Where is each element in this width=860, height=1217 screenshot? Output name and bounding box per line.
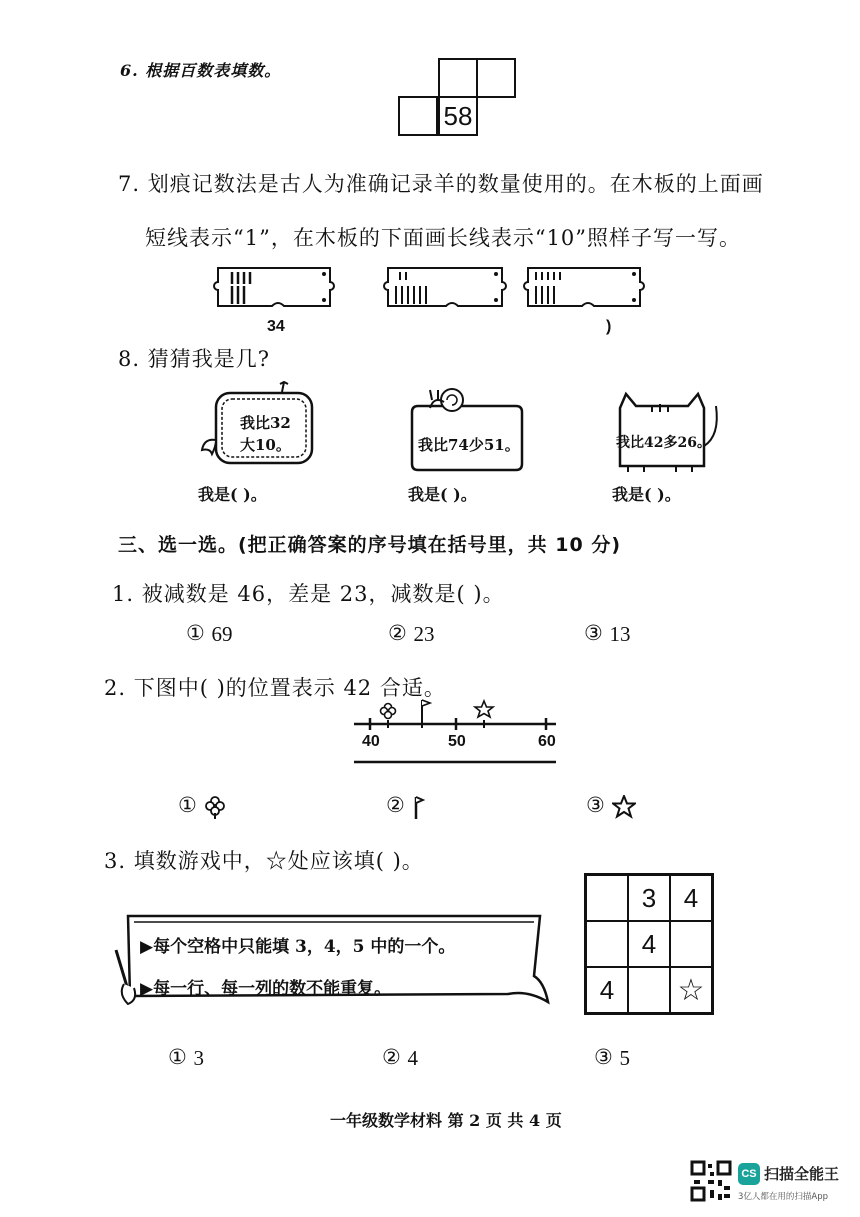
option-value: 3 [193, 1046, 205, 1070]
flower-icon [204, 795, 226, 819]
grid-cell [628, 967, 670, 1013]
tick-label-50: 50 [448, 733, 466, 750]
s2-option-2 [386, 793, 428, 819]
option-value: 4 [407, 1046, 419, 1070]
option-mark: ③ [584, 621, 603, 645]
section-3-title: 三、选一选。(把正确答案的序号填在括号里，共 10 分) [118, 534, 622, 556]
option-value: 13 [609, 622, 631, 646]
grid-cell [476, 58, 516, 98]
flag-icon [412, 795, 428, 819]
s1-option-1 [186, 621, 233, 647]
q6-title: 6. 根据百数表填数。 [120, 61, 282, 80]
number-puzzle-grid [584, 873, 714, 1015]
rule-1: ▶每个空格中只能填 3，4，5 中的一个。 [140, 937, 456, 957]
tick-label-60: 60 [538, 733, 556, 750]
tally-board-example [212, 262, 337, 312]
flower-icon [381, 704, 396, 719]
option-mark: ② [388, 621, 407, 645]
camscanner-logo: CS [738, 1163, 760, 1185]
scanner-tagline: 3亿人都在用的扫描App [738, 1192, 829, 1202]
number-line [352, 696, 558, 768]
s2-question: 2. 下图中( )的位置表示 42 合适。 [104, 676, 446, 700]
grid-cell [586, 875, 628, 921]
answer-3: 我是( )。 [612, 485, 681, 504]
tick-label-40: 40 [362, 733, 380, 750]
grid-cell-58: 58 [438, 96, 478, 136]
tally-board-2 [382, 262, 512, 312]
s2-option-1 [178, 793, 226, 819]
flag-icon [422, 700, 430, 720]
grid-cell: 4 [670, 875, 712, 921]
q7-line1: 7. 划痕记数法是古人为准确记录羊的数量使用的。在木板的上面画 [118, 172, 764, 196]
star-icon [612, 795, 636, 819]
tally-board-3 [522, 262, 647, 312]
q7-line2: 短线表示“1”，在木板的下面画长线表示“10”照样子写一写。 [145, 226, 742, 250]
hundred-chart-grid [398, 58, 522, 134]
snail-card-text: 我比74少51。 [418, 436, 520, 454]
grid-cell: 4 [628, 921, 670, 967]
s1-option-3 [584, 621, 631, 647]
whale-card-text [240, 412, 291, 456]
option-mark: ② [386, 793, 405, 817]
tally-example-value: 34 [267, 318, 285, 335]
option-value: 23 [413, 622, 435, 646]
s3-option-1 [168, 1045, 204, 1071]
grid-cell [398, 96, 438, 136]
grid-cell-star: ☆ [670, 967, 712, 1013]
page-footer: 一年级数学材料 第 2 页 共 4 页 [330, 1111, 562, 1130]
snail-card [402, 378, 532, 478]
grid-cell [670, 921, 712, 967]
s2-option-3 [586, 793, 636, 819]
rule-2: ▶每一行、每一列的数不能重复。 [140, 979, 392, 999]
clue-1-line-2: 大10。 [240, 436, 291, 454]
option-mark: ① [168, 1045, 187, 1069]
answer-1: 我是( )。 [198, 485, 267, 504]
scanner-brand: 扫描全能王 [764, 1165, 840, 1183]
option-mark: ① [186, 621, 205, 645]
s3-option-2 [382, 1045, 418, 1071]
s1-option-2 [388, 621, 435, 647]
answer-2: 我是( )。 [408, 485, 477, 504]
qr-code-icon [690, 1160, 732, 1202]
grid-cell: 4 [586, 967, 628, 1013]
clue-1-line-1: 我比32 [240, 414, 291, 432]
option-mark: ① [178, 793, 197, 817]
option-value: 69 [211, 622, 233, 646]
option-mark: ② [382, 1045, 401, 1069]
grid-cell: 3 [628, 875, 670, 921]
s3-question: 3. 填数游戏中，☆处应该填( )。 [104, 849, 424, 873]
s3-option-3 [594, 1045, 630, 1071]
tally-answer-paren: ) [606, 318, 612, 335]
s1-question: 1. 被减数是 46，差是 23，减数是( )。 [112, 582, 505, 606]
q8-title: 8. 猜猜我是几? [118, 347, 270, 371]
star-icon [475, 701, 493, 717]
option-value: 5 [619, 1046, 631, 1070]
cat-card-text: 我比42多26。 [616, 435, 711, 451]
grid-cell [586, 921, 628, 967]
option-mark: ③ [594, 1045, 613, 1069]
grid-cell [438, 58, 478, 98]
option-mark: ③ [586, 793, 605, 817]
